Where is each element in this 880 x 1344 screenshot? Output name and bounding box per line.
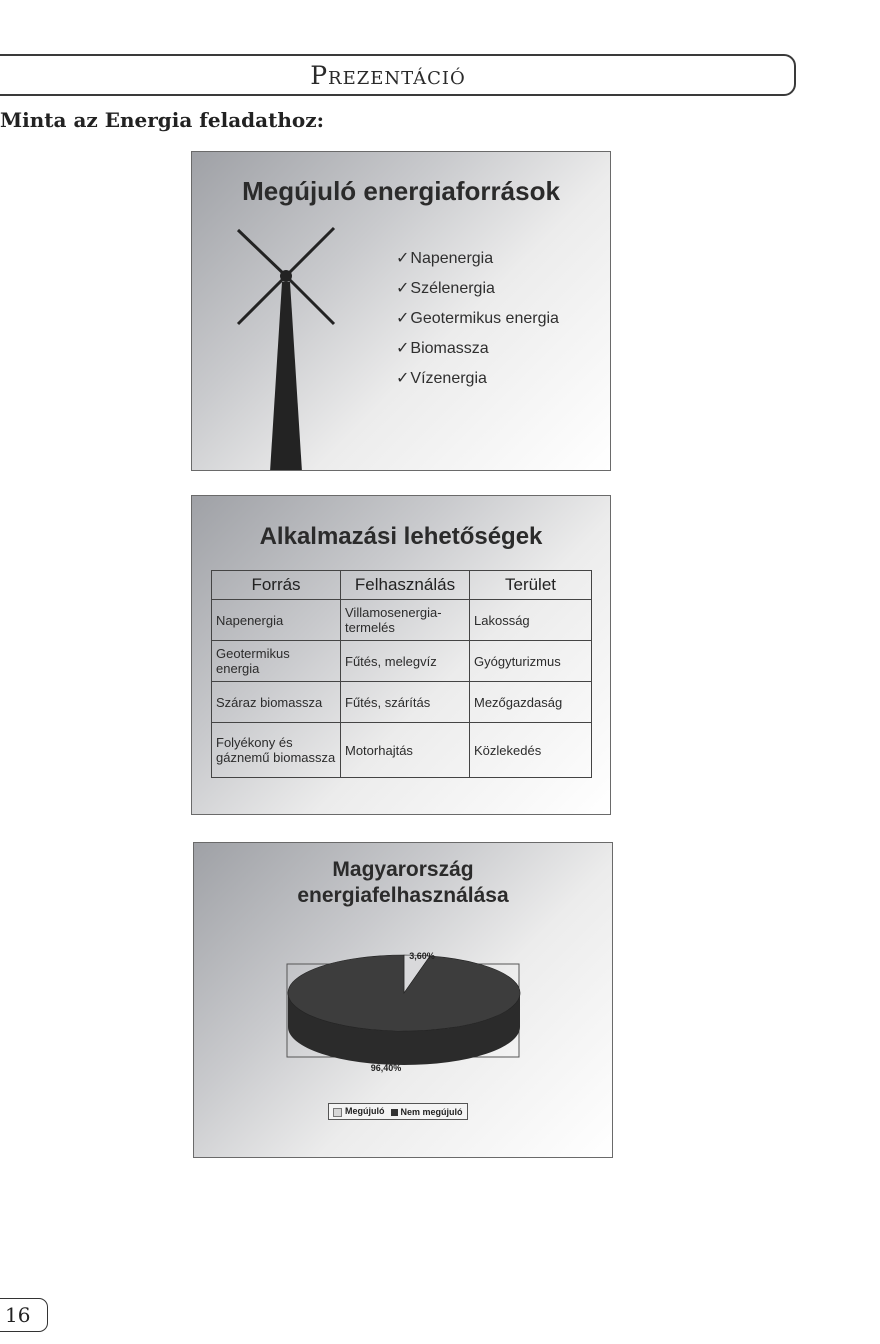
applications-table xyxy=(211,570,592,778)
legend-swatch xyxy=(391,1109,398,1116)
slide1-title: Megújuló energiaforrások xyxy=(242,176,560,206)
table-cell: Folyékony és gáznemű biomassza xyxy=(212,723,341,778)
table-header-row xyxy=(212,571,592,600)
check-icon: ✓ xyxy=(396,250,410,267)
table-cell: Geotermikus energia xyxy=(212,641,341,682)
page-header-title: Prezentáció xyxy=(310,60,466,90)
table-header-cell: Felhasználás xyxy=(341,571,470,600)
legend-item: Nem megújuló xyxy=(391,1107,463,1117)
data-label-megujulo: 3,60% xyxy=(409,951,435,961)
check-icon: ✓ xyxy=(396,340,410,357)
header-box xyxy=(0,54,796,96)
table-cell: Villamosenergia-termelés xyxy=(341,600,470,641)
table-cell: Száraz biomassza xyxy=(212,682,341,723)
slide-applications xyxy=(191,495,611,815)
table-header-cell: Terület xyxy=(470,571,592,600)
check-icon: ✓ xyxy=(396,370,410,387)
table-cell: Mezőgazdaság xyxy=(470,682,592,723)
table-cell: Napenergia xyxy=(212,600,341,641)
slide3-title-line1: Magyarország xyxy=(332,858,474,881)
check-icon: ✓ xyxy=(396,310,410,327)
list-item: ✓Geotermikus energia xyxy=(396,310,559,327)
list-item: ✓Vízenergia xyxy=(396,370,487,387)
legend-item: Megújuló xyxy=(333,1106,385,1116)
table-cell: Gyógyturizmus xyxy=(470,641,592,682)
section-subtitle: Minta az Energia feladathoz: xyxy=(0,108,324,132)
chart-legend xyxy=(328,1103,468,1120)
page-number: 16 xyxy=(0,1298,48,1332)
table-cell: Motorhajtás xyxy=(341,723,470,778)
table-row xyxy=(212,641,592,682)
slide-renewable-sources xyxy=(191,151,611,471)
table-header-cell: Forrás xyxy=(212,571,341,600)
list-item: ✓Napenergia xyxy=(396,250,494,267)
table-cell: Lakosság xyxy=(470,600,592,641)
data-label-nem-megujulo: 96,40% xyxy=(370,1063,402,1073)
check-icon: ✓ xyxy=(396,280,410,297)
table-cell: Fűtés, melegvíz xyxy=(341,641,470,682)
slide3-title-line2: energiafelhasználása xyxy=(297,884,509,907)
renewable-list xyxy=(396,244,559,394)
table-row xyxy=(212,600,592,641)
table-row xyxy=(212,723,592,778)
table-row xyxy=(212,682,592,723)
legend-swatch xyxy=(333,1108,342,1117)
slide2-title: Alkalmazási lehetőségek xyxy=(259,523,543,550)
pie-slice-nem-megujulo xyxy=(288,955,520,1031)
list-item: ✓Biomassza xyxy=(396,340,489,357)
table-cell: Közlekedés xyxy=(470,723,592,778)
table-cell: Fűtés, szárítás xyxy=(341,682,470,723)
slide-energy-usage xyxy=(193,842,613,1158)
list-item: ✓Szélenergia xyxy=(396,280,495,297)
